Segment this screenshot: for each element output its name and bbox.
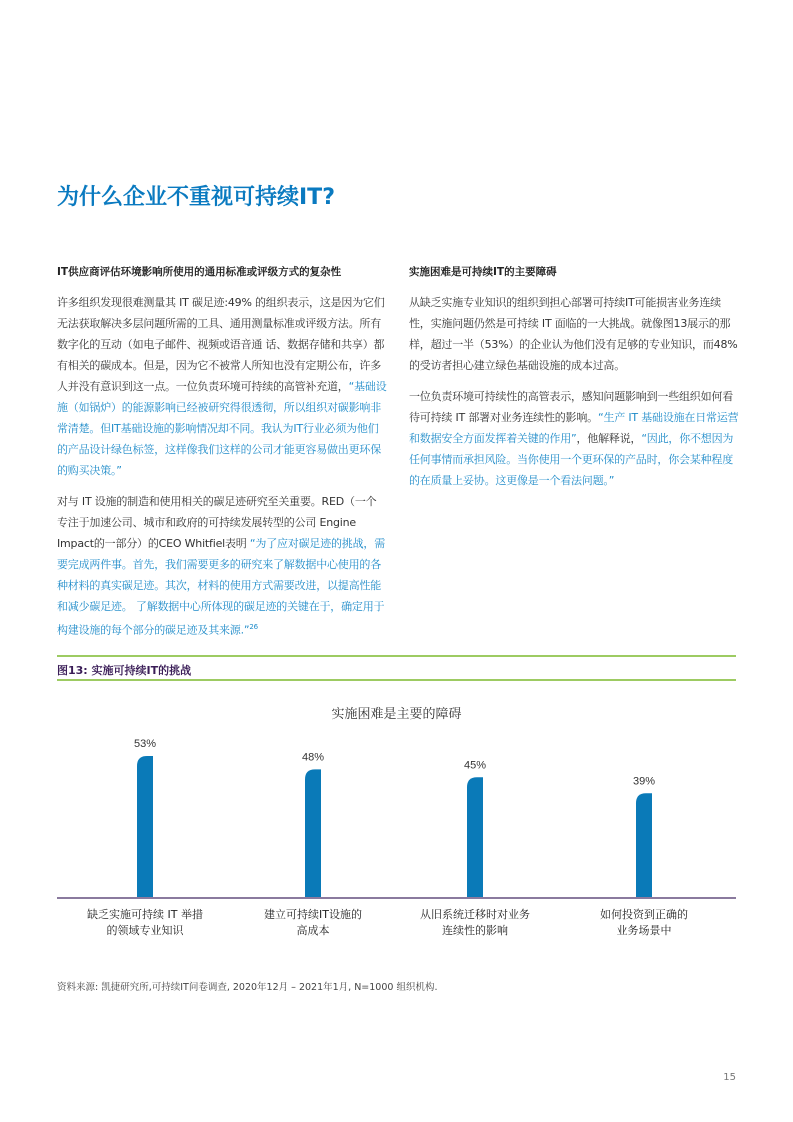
category-label-line: 业务场景中	[616, 924, 672, 937]
data-label: 53%	[133, 738, 157, 751]
bar	[636, 793, 652, 897]
category-label-line: 建立可持续IT设施的	[264, 908, 362, 921]
category-label-line: 高成本	[296, 924, 330, 937]
category-label-line: 如何投资到正确的	[600, 908, 688, 921]
figure-label: 图13: 实施可持续IT的挑战	[57, 664, 192, 677]
data-label: 45%	[463, 759, 487, 772]
footnote-ref[interactable]: 26	[249, 623, 258, 631]
chart-title: 实施困难是主要的障碍	[331, 707, 462, 722]
bar	[467, 777, 483, 897]
left-heading: IT供应商评估环境影响所使用的通用标准或评级方式的复杂性	[57, 266, 342, 278]
category-label	[55, 907, 235, 939]
bar	[137, 756, 153, 897]
quote: “生产 IT 基础设施在日常运营和数据安全方面发挥着关键的作用”	[409, 411, 739, 445]
category-label	[385, 907, 565, 939]
text: 一位负责环境可持续性的高管表示，感知问题影响到一些组织如何看待可持续 IT 部署对业务连续性的影响。	[409, 390, 733, 424]
text: ，他解释说，	[576, 432, 642, 445]
data-label: 48%	[301, 751, 325, 764]
category-label-line: 从旧系统迁移时对业务	[420, 908, 530, 921]
category-label	[223, 907, 403, 939]
text: 对与 IT 设施的制造和使用相关的碳足迹研究至关重要。RED（一个专注于加速公司、城市和政府的可持续发展转型的公司 Engine Impact的一部分）的CEO Whitfiel表明	[57, 495, 377, 550]
text: 许多组织发现很难测量其 IT 碳足迹:49% 的组织表示，这是因为它们无法获取解决多层问题所需的工具、通用测量标准或评级方法。所有数字化的互动（如电子邮件、视频或语音通 话、数据存储和共享）都有相关的碳成本。但是，因为它不被常人所知也没有定期公布，许多人并没有意识到这一点。一位负责环境可持续的高管补充道，	[57, 296, 385, 393]
data-label: 39%	[632, 775, 656, 788]
category-label-line: 缺乏实施可持续 IT 举措	[87, 908, 203, 921]
right-heading: 实施困难是可持续IT的主要障碍	[409, 266, 557, 278]
page-title: 为什么企业不重视可持续IT?	[57, 185, 335, 210]
page-number: 15	[723, 1072, 736, 1083]
right-paragraph-1: 从缺乏实施专业知识的组织到担心部署可持续IT可能损害业务连续性，实施问题仍然是可持续 IT 面临的一大挑战。就像图13展示的那样，超过一半（53%）的企业认为他们没有足够的专业知识，而48%的受访者担心建立绿色基础设施的成本过高。	[409, 296, 738, 372]
quote: “因此，你不想因为任何事情而承担风险。当你使用一个更环保的产品时，你会某种程度的在质量上妥协。这更像是一个看法问题。”	[409, 432, 734, 487]
category-label-line: 连续性的影响	[442, 924, 508, 937]
category-label	[554, 907, 734, 939]
source-note: 资料来源: 凯捷研究所,可持续IT问卷调查, 2020年12月 – 2021年1月, N=1000 组织机构.	[57, 982, 438, 993]
bar	[305, 769, 321, 897]
quote: “基础设施（如锅炉）的能源影响已经被研究得很透彻，所以组织对碳影响非常清楚。但IT基础设施的影响情况却不同。我认为IT行业必须为他们的产品设计绿色标签，这样像我们这样的公司才能更容易做出更环保的购买决策。”	[57, 380, 387, 477]
quote: “为了应对碳足迹的挑战，需要完成两件事。首先，我们需要更多的研究来了解数据中心使用的各种材料的真实碳足迹。其次，材料的使用方式需要改进，以提高性能和减少碳足迹。 了解数据中心所体现的碳足迹的关键在于，确定用于构建设施的每个部分的碳足迹及其来源.”	[57, 537, 386, 637]
category-label-line: 的领域专业知识	[106, 924, 184, 937]
